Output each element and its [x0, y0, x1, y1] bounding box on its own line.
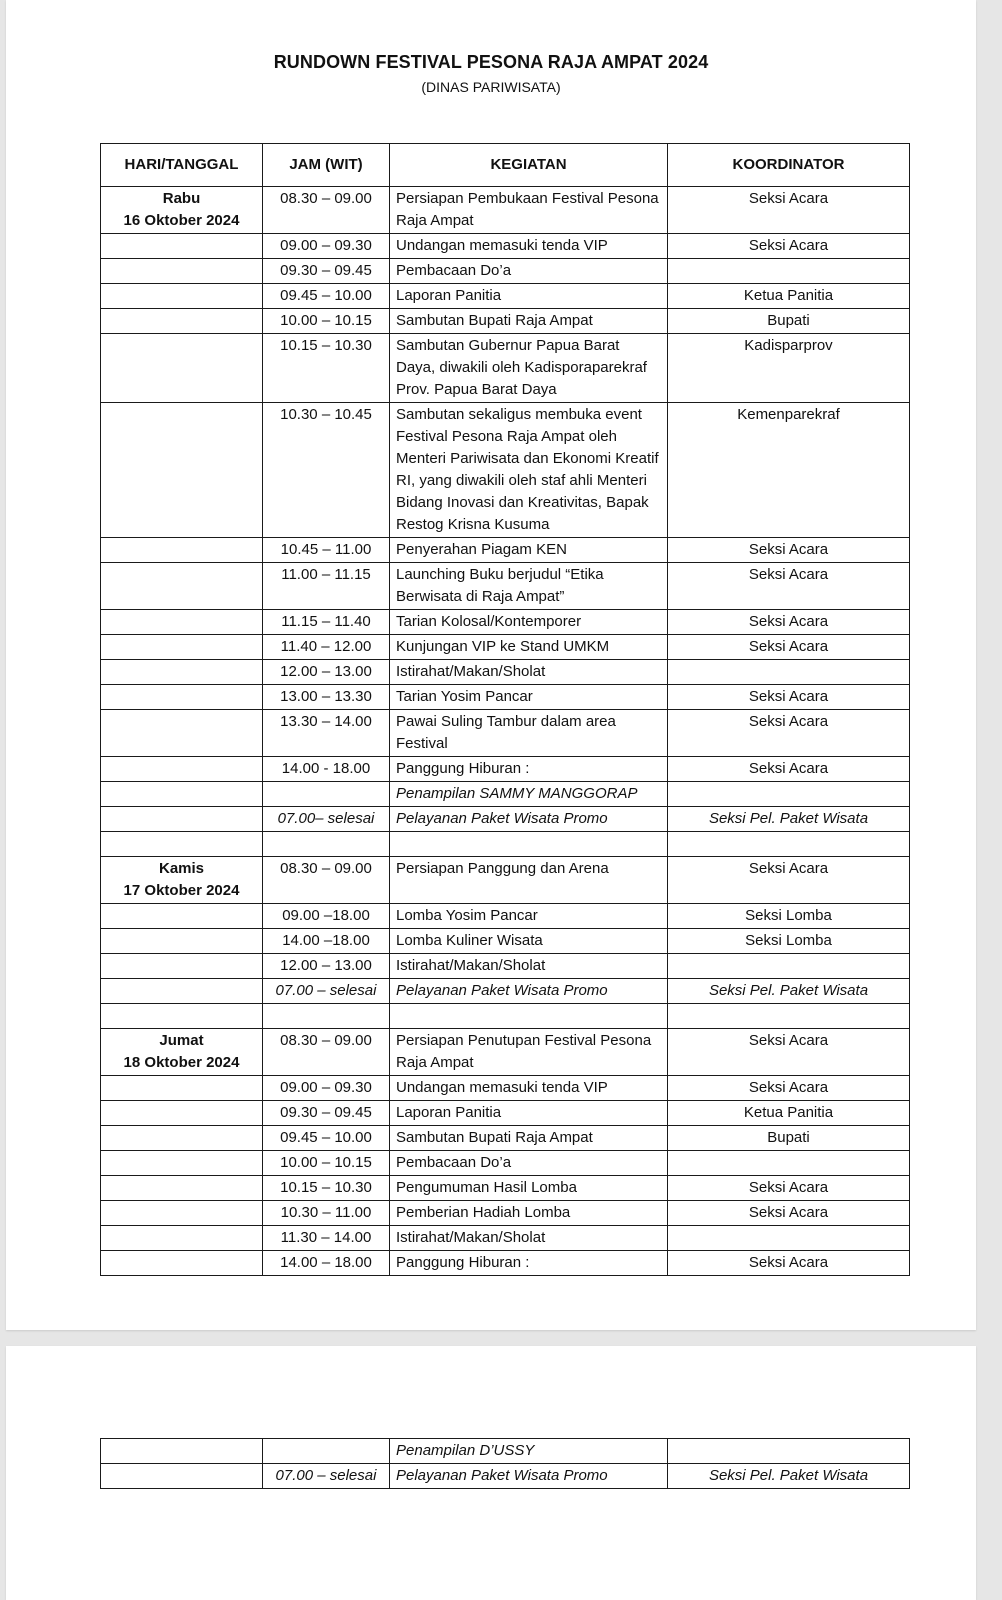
time-cell [263, 782, 390, 807]
coordinator-cell: Seksi Pel. Paket Wisata [668, 979, 910, 1004]
time-cell: 12.00 – 13.00 [263, 954, 390, 979]
table-row [101, 403, 910, 538]
table-row [101, 1226, 910, 1251]
day-cell [101, 685, 263, 710]
day-cell [101, 904, 263, 929]
activity-cell: Tarian Yosim Pancar [390, 685, 668, 710]
time-cell: 11.40 – 12.00 [263, 635, 390, 660]
time-cell: 13.30 – 14.00 [263, 710, 390, 757]
time-cell: 10.30 – 10.45 [263, 403, 390, 538]
header-day: HARI/TANGGAL [101, 144, 263, 187]
activity-cell: Persiapan Penutupan Festival Pesona Raja Ampat [390, 1029, 668, 1076]
time-cell: 10.30 – 11.00 [263, 1201, 390, 1226]
day-cell [101, 234, 263, 259]
time-cell: 11.15 – 11.40 [263, 610, 390, 635]
activity-cell: Sambutan Bupati Raja Ampat [390, 1126, 668, 1151]
coordinator-cell: Seksi Lomba [668, 904, 910, 929]
activity-cell: Undangan memasuki tenda VIP [390, 1076, 668, 1101]
table-row [101, 685, 910, 710]
activity-cell: Panggung Hiburan : [390, 757, 668, 782]
table-row [101, 1029, 910, 1076]
activity-cell: Sambutan Bupati Raja Ampat [390, 309, 668, 334]
table-row [101, 309, 910, 334]
activity-cell: Persiapan Panggung dan Arena [390, 857, 668, 904]
activity-cell: Sambutan sekaligus membuka event Festival Pesona Raja Ampat oleh Menteri Pariwisata dan Ekonomi Kreatif RI, yang diwakili oleh staf ahli Menteri Bidang Inovasi dan Kreativitas, Bapak Restog Krisna Kusuma [390, 403, 668, 538]
time-cell: 07.00– selesai [263, 807, 390, 832]
coordinator-cell: Seksi Acara [668, 610, 910, 635]
table-row [101, 1439, 910, 1464]
coordinator-cell: Bupati [668, 309, 910, 334]
table-row [101, 782, 910, 807]
time-cell: 10.00 – 10.15 [263, 1151, 390, 1176]
day-cell-jumat [101, 1029, 263, 1076]
day-cell [101, 1126, 263, 1151]
coordinator-cell: Ketua Panitia [668, 1101, 910, 1126]
activity-cell: Laporan Panitia [390, 284, 668, 309]
coordinator-cell [668, 259, 910, 284]
activity-cell: Tarian Kolosal/Kontemporer [390, 610, 668, 635]
activity-cell: Sambutan Gubernur Papua Barat Daya, diwakili oleh Kadisporaparekraf Prov. Papua Barat Daya [390, 334, 668, 403]
header-activity: KEGIATAN [390, 144, 668, 187]
coordinator-cell [668, 1151, 910, 1176]
time-cell: 11.00 – 11.15 [263, 563, 390, 610]
time-cell: 09.00 – 09.30 [263, 234, 390, 259]
time-cell: 12.00 – 13.00 [263, 660, 390, 685]
time-cell: 14.00 - 18.00 [263, 757, 390, 782]
time-cell: 10.15 – 10.30 [263, 334, 390, 403]
day-cell [101, 610, 263, 635]
coordinator-cell [668, 1226, 910, 1251]
table-row [101, 710, 910, 757]
day-cell [101, 1076, 263, 1101]
coordinator-cell: Seksi Acara [668, 1201, 910, 1226]
coordinator-cell: Seksi Acara [668, 563, 910, 610]
time-cell: 08.30 – 09.00 [263, 187, 390, 234]
table-row [101, 979, 910, 1004]
document-subtitle: (DINAS PARIWISATA) [421, 79, 561, 95]
day-date: 17 Oktober 2024 [123, 882, 240, 899]
day-cell [101, 1251, 263, 1276]
table-row [101, 259, 910, 284]
coordinator-cell: Seksi Acara [668, 857, 910, 904]
table-row [101, 538, 910, 563]
table-row [101, 284, 910, 309]
activity-cell: Pelayanan Paket Wisata Promo [390, 1464, 668, 1489]
coordinator-cell: Seksi Pel. Paket Wisata [668, 807, 910, 832]
time-cell: 13.00 – 13.30 [263, 685, 390, 710]
day-cell [101, 954, 263, 979]
day-cell [101, 284, 263, 309]
rundown-table-continued [100, 1438, 910, 1489]
activity-cell: Pembacaan Do’a [390, 259, 668, 284]
day-cell [101, 757, 263, 782]
activity-cell: Pembacaan Do’a [390, 1151, 668, 1176]
coordinator-cell: Seksi Acara [668, 1076, 910, 1101]
day-cell [101, 660, 263, 685]
table-row [101, 904, 910, 929]
day-cell [101, 259, 263, 284]
day-cell [101, 1439, 263, 1464]
activity-cell: Penampilan D’USSY [390, 1439, 668, 1464]
table-header-row [101, 144, 910, 187]
day-cell [101, 563, 263, 610]
table-row [101, 1126, 910, 1151]
table-row [101, 857, 910, 904]
document-page-2 [6, 1346, 976, 1600]
day-cell-rabu [101, 187, 263, 234]
coordinator-cell: Seksi Lomba [668, 929, 910, 954]
coordinator-cell: Seksi Acara [668, 757, 910, 782]
table-row [101, 1251, 910, 1276]
coordinator-cell [668, 782, 910, 807]
activity-cell: Persiapan Pembukaan Festival Pesona Raja Ampat [390, 187, 668, 234]
table-row [101, 1076, 910, 1101]
coordinator-cell: Kadisparprov [668, 334, 910, 403]
time-cell: 07.00 – selesai [263, 1464, 390, 1489]
day-cell [101, 1176, 263, 1201]
time-cell: 10.00 – 10.15 [263, 309, 390, 334]
time-cell: 09.00 –18.00 [263, 904, 390, 929]
activity-cell: Pemberian Hadiah Lomba [390, 1201, 668, 1226]
coordinator-cell [668, 660, 910, 685]
coordinator-cell: Ketua Panitia [668, 284, 910, 309]
day-cell [101, 929, 263, 954]
coordinator-cell: Bupati [668, 1126, 910, 1151]
table-row [101, 1101, 910, 1126]
table-row [101, 954, 910, 979]
rundown-table [100, 143, 910, 1276]
coordinator-cell: Seksi Acara [668, 187, 910, 234]
table-row [101, 563, 910, 610]
coordinator-cell: Seksi Pel. Paket Wisata [668, 1464, 910, 1489]
day-date: 16 Oktober 2024 [123, 212, 240, 229]
table-row [101, 757, 910, 782]
activity-cell: Penyerahan Piagam KEN [390, 538, 668, 563]
day-cell [101, 710, 263, 757]
time-cell: 10.15 – 10.30 [263, 1176, 390, 1201]
time-cell: 09.00 – 09.30 [263, 1076, 390, 1101]
table-row [101, 1151, 910, 1176]
activity-cell: Istirahat/Makan/Sholat [390, 1226, 668, 1251]
activity-cell: Launching Buku berjudul “Etika Berwisata di Raja Ampat” [390, 563, 668, 610]
activity-cell: Penampilan SAMMY MANGGORAP [390, 782, 668, 807]
coordinator-cell [668, 954, 910, 979]
table-row [101, 234, 910, 259]
day-cell [101, 979, 263, 1004]
day-cell [101, 334, 263, 403]
day-cell [101, 1464, 263, 1489]
table-row [101, 187, 910, 234]
time-cell: 09.45 – 10.00 [263, 1126, 390, 1151]
activity-cell: Istirahat/Makan/Sholat [390, 660, 668, 685]
activity-cell: Lomba Yosim Pancar [390, 904, 668, 929]
table-row [101, 610, 910, 635]
day-date: 18 Oktober 2024 [123, 1054, 240, 1071]
day-cell [101, 1226, 263, 1251]
table-row [101, 334, 910, 403]
document-title: RUNDOWN FESTIVAL PESONA RAJA AMPAT 2024 [273, 52, 709, 72]
table-row [101, 807, 910, 832]
coordinator-cell [668, 1439, 910, 1464]
coordinator-cell: Seksi Acara [668, 1251, 910, 1276]
activity-cell: Kunjungan VIP ke Stand UMKM [390, 635, 668, 660]
table-row [101, 1464, 910, 1489]
time-cell [263, 1439, 390, 1464]
day-cell [101, 782, 263, 807]
day-cell [101, 538, 263, 563]
time-cell: 08.30 – 09.00 [263, 857, 390, 904]
activity-cell: Pawai Suling Tambur dalam area Festival [390, 710, 668, 757]
table-row [101, 929, 910, 954]
table-row [101, 635, 910, 660]
time-cell: 11.30 – 14.00 [263, 1226, 390, 1251]
activity-cell: Pelayanan Paket Wisata Promo [390, 979, 668, 1004]
day-name: Kamis [158, 860, 205, 877]
coordinator-cell: Seksi Acara [668, 538, 910, 563]
table-row [101, 1176, 910, 1201]
time-cell: 09.45 – 10.00 [263, 284, 390, 309]
time-cell: 07.00 – selesai [263, 979, 390, 1004]
activity-cell: Pelayanan Paket Wisata Promo [390, 807, 668, 832]
activity-cell: Panggung Hiburan : [390, 1251, 668, 1276]
activity-cell: Undangan memasuki tenda VIP [390, 234, 668, 259]
day-cell [101, 1101, 263, 1126]
header-coordinator: KOORDINATOR [668, 144, 910, 187]
day-cell [101, 635, 263, 660]
day-name: Jumat [159, 1032, 204, 1049]
table-row [101, 660, 910, 685]
coordinator-cell: Kemenparekraf [668, 403, 910, 538]
time-cell: 09.30 – 09.45 [263, 259, 390, 284]
blank-row [101, 832, 910, 857]
coordinator-cell: Seksi Acara [668, 1176, 910, 1201]
activity-cell: Laporan Panitia [390, 1101, 668, 1126]
time-cell: 08.30 – 09.00 [263, 1029, 390, 1076]
time-cell: 14.00 – 18.00 [263, 1251, 390, 1276]
table-row [101, 1201, 910, 1226]
coordinator-cell: Seksi Acara [668, 685, 910, 710]
header-time: JAM (WIT) [263, 144, 390, 187]
coordinator-cell: Seksi Acara [668, 1029, 910, 1076]
day-cell [101, 1151, 263, 1176]
coordinator-cell: Seksi Acara [668, 635, 910, 660]
coordinator-cell: Seksi Acara [668, 710, 910, 757]
activity-cell: Pengumuman Hasil Lomba [390, 1176, 668, 1201]
day-cell-kamis [101, 857, 263, 904]
document-page-1 [6, 0, 976, 1330]
day-cell [101, 807, 263, 832]
day-name: Rabu [162, 190, 201, 207]
time-cell: 14.00 –18.00 [263, 929, 390, 954]
time-cell: 10.45 – 11.00 [263, 538, 390, 563]
day-cell [101, 1201, 263, 1226]
coordinator-cell: Seksi Acara [668, 234, 910, 259]
blank-row [101, 1004, 910, 1029]
day-cell [101, 403, 263, 538]
day-cell [101, 309, 263, 334]
time-cell: 09.30 – 09.45 [263, 1101, 390, 1126]
activity-cell: Lomba Kuliner Wisata [390, 929, 668, 954]
activity-cell: Istirahat/Makan/Sholat [390, 954, 668, 979]
